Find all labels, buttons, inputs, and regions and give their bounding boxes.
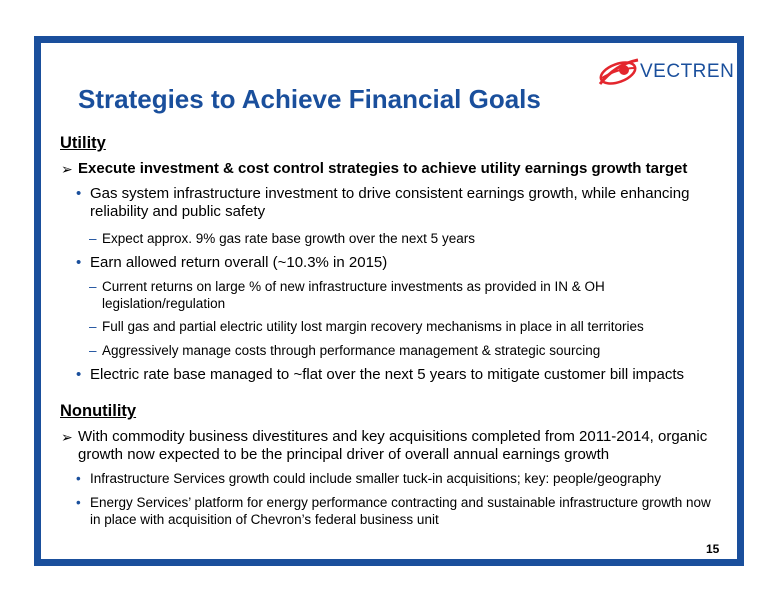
nonutility-point-1: ➢ With commodity business divestitures and key acquisitions completed from 2011-2014, organic growth now expected to be the principal driver of overall annual earnings growth bbox=[61, 428, 708, 463]
utility-bullet-3: • Electric rate base managed to ~flat over the next 5 years to mitigate customer bill impacts bbox=[76, 366, 685, 383]
dash-bullet-icon: – bbox=[89, 343, 97, 358]
arrow-bullet-icon: ➢ bbox=[61, 161, 73, 177]
vectren-wordmark: VECTREN bbox=[640, 61, 735, 82]
nonutility-bullet-1: • Infrastructure Services growth could include smaller tuck-in acquisitions; key: people/geography bbox=[76, 471, 662, 486]
slide-title: Strategies to Achieve Financial Goals bbox=[78, 84, 541, 114]
utility-sub-bullet-2: – Current returns on large % of new infrastructure investments as provided in IN & OH legislation/regulation bbox=[89, 279, 605, 311]
dash-bullet-icon: – bbox=[89, 279, 97, 294]
utility-bullet-2: • Earn allowed return overall (~10.3% in 2015) bbox=[76, 254, 388, 271]
utility-sub-bullet-4: – Aggressively manage costs through performance management & strategic sourcing bbox=[89, 343, 601, 358]
utility-point-1: ➢ Execute investment & cost control strategies to achieve utility earnings growth target bbox=[61, 160, 688, 177]
utility-sub-bullet-3: – Full gas and partial electric utility lost margin recovery mechanisms in place in all territories bbox=[89, 319, 644, 334]
bullet-icon: • bbox=[76, 254, 82, 271]
bullet-icon: • bbox=[76, 471, 81, 486]
bullet-icon: • bbox=[76, 185, 82, 202]
nonutility-heading: Nonutility bbox=[60, 402, 137, 420]
utility-heading: Utility bbox=[60, 134, 106, 152]
utility-bullet-1: • Gas system infrastructure investment to drive consistent earnings growth, while enhancing reliability and public safety bbox=[76, 185, 690, 220]
dash-bullet-icon: – bbox=[89, 231, 97, 246]
bullet-icon: • bbox=[76, 495, 81, 510]
vectren-logo bbox=[596, 54, 735, 96]
nonutility-bullet-2: • Energy Services’ platform for energy performance contracting and sustainable infrastructure growth now in place with acquisition of Chevron’s federal business unit bbox=[76, 495, 711, 527]
arrow-bullet-icon: ➢ bbox=[61, 429, 73, 445]
dash-bullet-icon: – bbox=[89, 319, 97, 334]
bullet-icon: • bbox=[76, 366, 82, 383]
utility-sub-bullet-1: – Expect approx. 9% gas rate base growth over the next 5 years bbox=[89, 231, 475, 246]
page-number: 15 bbox=[706, 542, 720, 556]
vectren-swoosh-icon bbox=[596, 54, 642, 94]
